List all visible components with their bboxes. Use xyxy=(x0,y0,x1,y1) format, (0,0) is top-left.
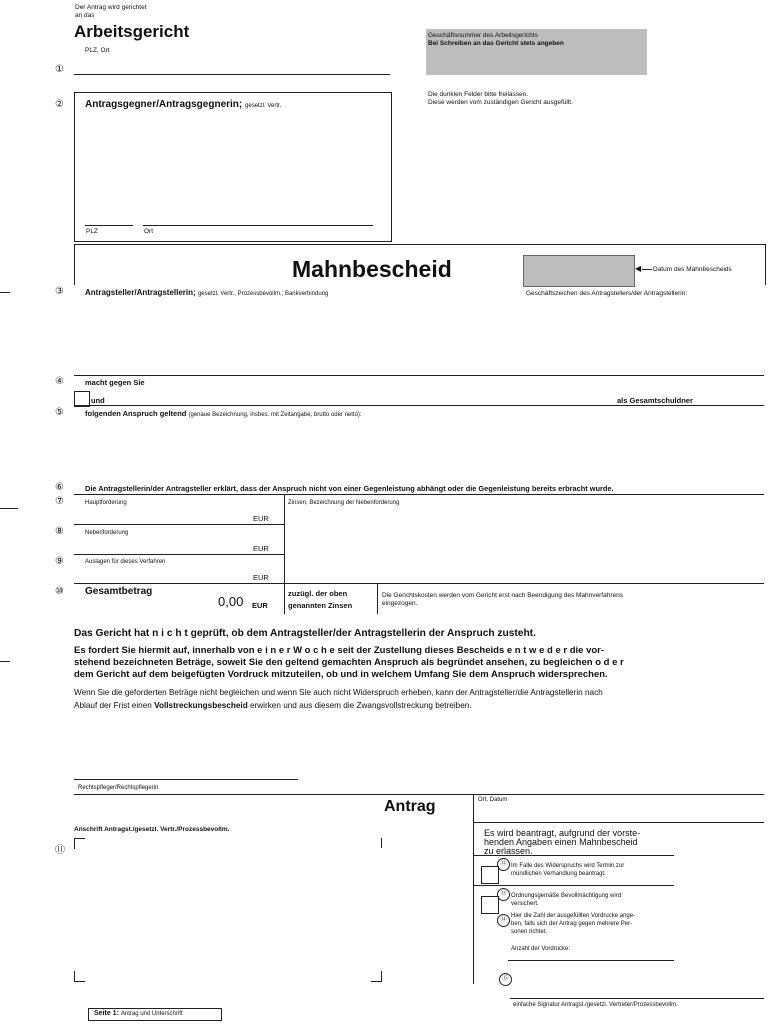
section-12-marker: ⑫ xyxy=(497,858,510,871)
claim-top-line xyxy=(74,375,764,376)
applicant-title xyxy=(85,288,328,299)
option3-line3: sonen richtet. xyxy=(511,929,548,935)
section-10-marker: ⑩ xyxy=(55,586,64,597)
respondent-plz-line xyxy=(85,225,133,226)
section-6-marker: ⑥ xyxy=(55,482,64,493)
respondent-box[interactable] xyxy=(74,92,392,242)
hauptforderung-line xyxy=(74,524,284,525)
gesamtschuldner-label: als Gesamtschuldner xyxy=(617,396,693,405)
anschrift-corner-tr xyxy=(381,838,382,848)
arrow-left-icon: ◀ xyxy=(635,264,642,273)
und-label: und xyxy=(91,396,105,405)
anschrift-corner-bl xyxy=(74,971,85,982)
notice-request-line1: Es fordert Sie hiermit auf, innerhalb von e i n e r W o c h e seit der Zustellung dieses Bescheids e n t w e d e r die vor- xyxy=(74,645,605,656)
anzahl-label: Anzahl der Vordrucke: xyxy=(511,946,571,952)
auslagen-label: Auslagen für dieses Verfahren xyxy=(85,559,166,565)
costs-divider xyxy=(377,583,378,614)
section-3-marker: ③ xyxy=(55,286,64,297)
request-line-rule xyxy=(474,855,674,856)
nebenforderung-currency: EUR xyxy=(253,544,269,553)
dark-fields-note-1: Die dunklen Felder bitte freilassen. xyxy=(428,91,529,98)
page-description: Antrag und Unterschrift xyxy=(120,1011,183,1017)
declaration-line xyxy=(74,494,764,495)
gesamtbetrag-value[interactable]: 0,00 xyxy=(218,594,244,609)
section-8-marker: ⑧ xyxy=(55,526,64,537)
page-number: Seite 1: xyxy=(94,1010,119,1017)
court-title: Arbeitsgericht xyxy=(74,22,190,41)
anspruch-label xyxy=(85,409,362,420)
nebenforderung-label: Nebenforderung xyxy=(85,530,129,536)
arrow-shaft xyxy=(642,269,652,270)
court-address-line xyxy=(74,74,390,75)
notice-consequence-line1: Wenn Sie die geforderten Beträge nicht begleichen und wenn Sie auch nicht Widerspruch erheben, kann der Antragsteller/die Antragstellerin nach xyxy=(74,688,603,697)
rechtspfleger-label: Rechtspfleger/Rechtspflegerin xyxy=(78,785,159,791)
auslagen-currency: EUR xyxy=(253,573,269,582)
anschrift-label: Anschrift Antragst./gesetzl. Vertr./Prozessbevollm. xyxy=(74,826,230,833)
costs-note-2: eingezogen. xyxy=(382,600,418,607)
section-1-marker: ① xyxy=(55,64,64,75)
section-4-marker: ④ xyxy=(55,376,64,387)
respondent-ort-line xyxy=(143,225,373,226)
request-line2: henden Angaben einen Mahnbescheid xyxy=(484,837,638,847)
antrag-top-line xyxy=(74,794,764,795)
hauptforderung-currency: EUR xyxy=(253,514,269,523)
declaration-text: Die Antragstellerin/der Antragsteller erklärt, dass der Anspruch nicht von einer Gegenleistung abhängt oder die Gegenleistung bereits erbracht wurde. xyxy=(85,484,614,493)
signature-label: einfache Signatur Antragst./gesetzl. Vertreter/Prozessbevollm. xyxy=(513,1002,678,1008)
option2-line1: Ordnungsgemäße Bevollmächtigung wird xyxy=(511,893,622,899)
respondent-title-text: Antragsgegner/Antragsgegnerin; xyxy=(85,99,243,110)
zuzuegl-line1: zuzügl. der oben xyxy=(288,589,348,598)
section-5-marker: ⑤ xyxy=(55,407,64,418)
hauptforderung-label: Hauptforderung xyxy=(85,500,127,506)
amounts-divider xyxy=(284,494,285,614)
section-15-marker: ⑮ xyxy=(499,973,512,986)
dark-fields-note-2: Diese werden vom zuständigen Gericht ausgefüllt. xyxy=(428,99,573,106)
request-line3: zu erlassen. xyxy=(484,846,533,856)
consequence-text-a: Ablauf der Frist einen xyxy=(74,701,155,710)
ort-datum-label: Ort, Datum xyxy=(478,797,508,803)
consequence-text-bold: Vollstreckungsbescheid xyxy=(154,701,248,710)
zinsen-label: Zinsen, Bezeichnung der Nebenforderung xyxy=(288,500,400,506)
termin-checkbox[interactable] xyxy=(481,866,499,884)
anspruch-text: folgenden Anspruch geltend xyxy=(85,409,187,418)
anschrift-corner-tl xyxy=(74,838,85,849)
gesamtbetrag-label: Gesamtbetrag xyxy=(85,586,153,597)
respondent-ort-label: Ort xyxy=(144,228,154,235)
section-2-marker: ② xyxy=(55,99,64,110)
section-13-marker: ⑬ xyxy=(497,888,510,901)
mahnbescheid-title: Mahnbescheid xyxy=(292,256,452,282)
case-number-note: Bei Schreiben an das Gericht stets angeben xyxy=(428,40,564,47)
notice-not-checked: Das Gericht hat n i c h t geprüft, ob dem Antragsteller/der Antragstellerin der Anspruch zusteht. xyxy=(74,628,536,639)
consequence-text-c: erwirken und aus diesem die Zwangsvollstreckung betreiben. xyxy=(247,701,472,710)
option1-line1: Im Falle des Widerspruchs wird Termin zur xyxy=(511,863,625,869)
mahnbescheid-date-field xyxy=(523,255,635,287)
intro-line2: an das xyxy=(75,12,95,19)
option1-rule xyxy=(474,885,674,886)
signature-line[interactable] xyxy=(510,998,764,999)
nebenforderung-line xyxy=(74,554,284,555)
gesamtbetrag-currency: EUR xyxy=(252,601,268,610)
rechtspfleger-line xyxy=(74,779,298,780)
intro-line1: Der Antrag wird gerichtet xyxy=(75,4,147,11)
respondent-title xyxy=(85,99,281,112)
page-label xyxy=(94,1010,183,1018)
plz-ort-label: PLZ, Ort xyxy=(85,47,110,54)
macht-gegen-label: macht gegen Sie xyxy=(85,378,145,387)
und-line xyxy=(74,405,764,406)
applicant-suffix: gesetzl. Vertr., Prozessbevollm.; Bankverbindung xyxy=(197,291,329,297)
applicant-title-text: Antragsteller/Antragstellerin; xyxy=(85,288,196,297)
option3-line1: Hier die Zahl der ausgefüllten Vordrucke ange- xyxy=(511,913,636,919)
option1-line2: mündlichen Verhandlung beantragt. xyxy=(511,871,606,877)
zuzuegl-line2: genannten Zinsen xyxy=(288,601,353,610)
margin-mark-2 xyxy=(0,508,18,509)
margin-mark-3 xyxy=(0,661,10,662)
section-11-marker: ⑪ xyxy=(55,845,65,856)
auslagen-line xyxy=(74,583,764,584)
option2-line2: versichert. xyxy=(511,901,539,907)
antrag-title: Antrag xyxy=(384,798,436,815)
anschrift-corner-br xyxy=(371,971,382,982)
notice-request-line3: dem Gericht auf dem beigefügten Vordruck mitzuteilen, ob und in welchem Umfang Sie dem Anspruch widersprechen. xyxy=(74,669,608,680)
respondent-plz-label: PLZ xyxy=(86,228,98,235)
respondent-suffix: gesetzl. Vertr. xyxy=(245,103,282,109)
section-14-marker: ⑭ xyxy=(497,914,510,927)
costs-note-1: Die Gerichtskosten werden vom Gericht erst nach Beendigung des Mahnverfahrens xyxy=(382,592,623,599)
notice-request-line2: stehend bezeichneten Beträge, soweit Sie den geltend gemachten Anspruch als begründet ansehen, zu begleichen o d e r xyxy=(74,657,624,668)
bevollmaechtigung-checkbox[interactable] xyxy=(481,896,499,914)
anzahl-line[interactable] xyxy=(508,960,674,961)
option3-line2: ben, falls sich der Antrag gegen mehrere Per- xyxy=(511,921,633,927)
mahnbescheid-date-label: Datum des Mahnbescheids xyxy=(653,266,732,273)
notice-consequence-line2 xyxy=(74,701,472,711)
request-line1: Es wird beantragt, aufgrund der vorste- xyxy=(484,828,641,838)
case-number-label: Geschäftsnummer des Arbeitsgerichts xyxy=(428,32,538,39)
section-7-marker: ⑦ xyxy=(55,496,64,507)
applicant-reference-label: Geschäftszeichen des Antragstellers/der Antragstellerin: xyxy=(526,290,688,297)
ort-datum-line xyxy=(474,822,764,823)
section-9-marker: ⑨ xyxy=(55,556,64,567)
margin-mark-1 xyxy=(0,292,10,293)
anspruch-note: (genaue Bezeichnung, insbes. mit Zeitangabe, brutto oder netto): xyxy=(188,412,362,418)
